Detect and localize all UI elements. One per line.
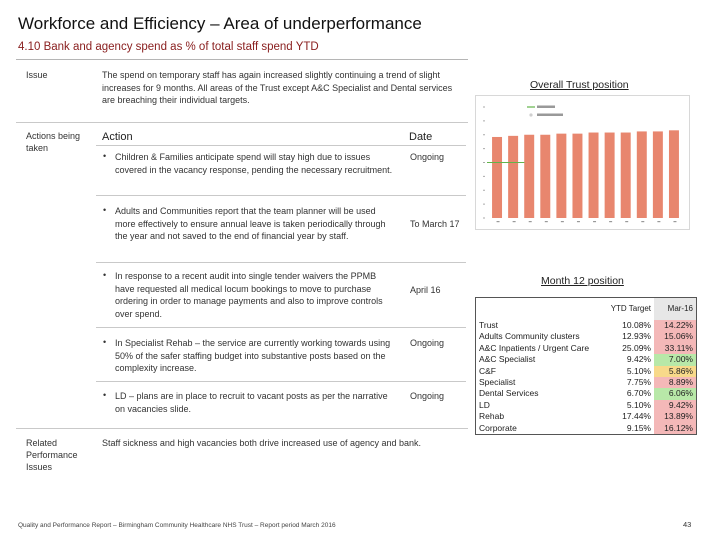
month12-table: [475, 297, 697, 435]
chart-y-tick: [483, 176, 485, 177]
chart-x-tick-label: [625, 221, 628, 222]
month12-row-target: 9.42%: [626, 354, 651, 365]
chart-bar: [524, 135, 534, 218]
month12-row-target: 25.09%: [622, 342, 651, 353]
month12-row-actual: 15.06%: [654, 331, 697, 342]
actions-label: Actions being taken: [26, 131, 81, 153]
bullet-2: •: [103, 205, 107, 215]
chart-bar: [653, 131, 663, 218]
month12-row-actual: 33.11%: [654, 343, 697, 354]
month12-row-target: 17.44%: [622, 411, 651, 422]
month12-row-actual: 7.00%: [654, 354, 697, 365]
chart-y-tick: [483, 190, 485, 191]
chart-y-tick: [483, 218, 485, 219]
chart-bar: [572, 134, 582, 218]
chart-bar: [508, 136, 518, 218]
chart-legend-breach-swatch: [529, 113, 532, 116]
month12-row-actual: 14.22%: [654, 320, 697, 331]
month12-row: [476, 400, 697, 411]
footer-text: Quality and Performance Report – Birmingham Community Healthcare NHS Trust – Report period March 2016: [18, 522, 336, 529]
chart-x-tick-label: [513, 221, 516, 222]
actions-header-divider: [96, 145, 466, 146]
month12-row-actual: 16.12%: [654, 423, 697, 435]
chart-x-tick-label: [609, 221, 612, 222]
chart-y-tick: [483, 162, 485, 163]
date-column-header: Date: [409, 131, 433, 143]
month12-row-actual: 5.86%: [654, 366, 697, 377]
month12-header-target: YTD Target: [610, 304, 651, 313]
overall-position-title: Overall Trust position: [530, 79, 629, 91]
month12-row-name: Corporate: [479, 422, 517, 433]
chart-bar: [621, 133, 631, 218]
page-subtitle: 4.10 Bank and agency spend as % of total staff spend YTD: [18, 41, 319, 53]
issue-text: The spend on temporary staff has again increased slightly continuing a trend of slight increases for 9 months. All areas of the Trust except A&C Specialist and Dental services are breaching their individual targets.: [102, 70, 453, 105]
action-divider-4: [96, 381, 466, 382]
issue-label: Issue: [26, 70, 48, 80]
chart-x-tick-label: [529, 221, 532, 222]
month12-row: [476, 331, 697, 342]
related-label: Related Performance Issues: [26, 438, 78, 472]
month12-row-name: A&C Specialist: [479, 354, 536, 365]
month12-row-name: Adults Community clusters: [479, 331, 580, 342]
month12-row-name: Rehab: [479, 411, 505, 422]
chart-x-tick-label: [641, 221, 644, 222]
action-date-5: Ongoing: [410, 391, 445, 401]
action-item-2: Adults and Communities report that the team planner will be used more effectively to ensure annual leave is taken periodically through the year and not saved to the end of financial year by staff.: [115, 206, 386, 241]
month12-row: [476, 377, 697, 388]
page-title: Workforce and Efficiency – Area of underperformance: [18, 14, 422, 33]
month12-row-target: 10.08%: [622, 320, 651, 330]
overall-position-chart: [475, 95, 690, 230]
bullet-4: •: [103, 337, 107, 347]
month12-title: Month 12 position: [541, 275, 624, 287]
action-item-3: In response to a recent audit into single tender waivers the PPMB have requested all medical locum bookings to move to purchase ordering in order to manage payments and also to improve controls over spend.: [115, 271, 383, 319]
chart-y-tick: [483, 204, 485, 205]
action-divider-1: [96, 195, 466, 196]
month12-row-name: Specialist: [479, 377, 516, 388]
chart-svg: [475, 95, 690, 230]
month12-row-name: A&C Inpatients / Urgent Care: [479, 342, 590, 353]
chart-bar: [669, 130, 679, 218]
chart-bar: [605, 133, 615, 218]
action-item-1: Children & Families anticipate spend will stay high due to issues covered in the vacancy response, pending the necessary recruitment.: [115, 152, 393, 175]
month12-row: [476, 423, 697, 435]
action-divider-2: [96, 262, 466, 263]
bullet-3: •: [103, 270, 107, 280]
month12-row-name: C&F: [479, 365, 496, 376]
month12-header-actual: Mar-16: [654, 298, 697, 321]
month12-row-target: 5.10%: [626, 365, 651, 376]
chart-bar: [637, 131, 647, 218]
chart-x-tick-label: [545, 221, 548, 222]
month12-row-target: 12.93%: [622, 331, 651, 342]
month12-row: [476, 388, 697, 399]
chart-x-tick-label: [673, 221, 676, 222]
month12-row: [476, 411, 697, 422]
page-number: 43: [683, 520, 692, 529]
bullet-1: •: [103, 151, 107, 161]
action-column-header: Action: [102, 131, 133, 143]
month12-row-name: LD: [479, 399, 490, 410]
chart-x-tick-label: [657, 221, 660, 222]
month12-row-target: 6.70%: [626, 388, 651, 399]
chart-y-tick: [483, 148, 485, 149]
action-date-3: April 16: [410, 285, 441, 295]
month12-row-actual: 8.89%: [654, 377, 697, 388]
related-text: Staff sickness and high vacancies both drive increased use of agency and bank.: [102, 438, 422, 448]
month12-header-blank: [476, 298, 601, 321]
chart-bar: [589, 133, 599, 218]
chart-bar: [492, 137, 502, 218]
action-date-1: Ongoing: [410, 152, 445, 162]
chart-x-tick-label: [577, 221, 580, 222]
action-date-4: Ongoing: [410, 338, 445, 348]
month12-row: [476, 354, 697, 365]
title-divider: [16, 59, 468, 60]
month12-row-name: Trust: [479, 320, 499, 330]
bullet-5: •: [103, 390, 107, 400]
action-divider-3: [96, 327, 466, 328]
month12-row-target: 9.15%: [626, 422, 651, 433]
month12-row: [476, 343, 697, 354]
chart-legend-target-label: [537, 106, 555, 109]
chart-y-tick: [483, 120, 485, 121]
action-date-2: To March 17: [410, 219, 460, 229]
month12-row: [476, 320, 697, 331]
month12-row-actual: 6.06%: [654, 388, 697, 399]
month12-row-actual: 13.89%: [654, 411, 697, 422]
actions-divider: [16, 428, 468, 429]
chart-y-tick: [483, 134, 485, 135]
month12-row-target: 5.10%: [626, 399, 651, 410]
chart-bar: [556, 134, 566, 218]
month12-row: [476, 366, 697, 377]
chart-legend-breach-label: [537, 114, 563, 117]
month12-row-target: 7.75%: [626, 377, 651, 388]
month12-header-row: [476, 298, 697, 321]
chart-x-tick-label: [561, 221, 564, 222]
issue-divider: [16, 122, 468, 123]
chart-x-tick-label: [497, 221, 500, 222]
month12-row-name: Dental Services: [479, 388, 539, 399]
chart-x-tick-label: [593, 221, 596, 222]
month12-row-actual: 9.42%: [654, 400, 697, 411]
action-item-5: LD – plans are in place to recruit to vacant posts as per the narrative on vacancies slide.: [115, 391, 388, 414]
action-item-4: In Specialist Rehab – the service are currently working towards using 50% of the safer staffing budget into substantive posts based on the complexity increase.: [115, 338, 391, 373]
chart-bar: [540, 135, 550, 218]
chart-y-tick: [483, 107, 485, 108]
